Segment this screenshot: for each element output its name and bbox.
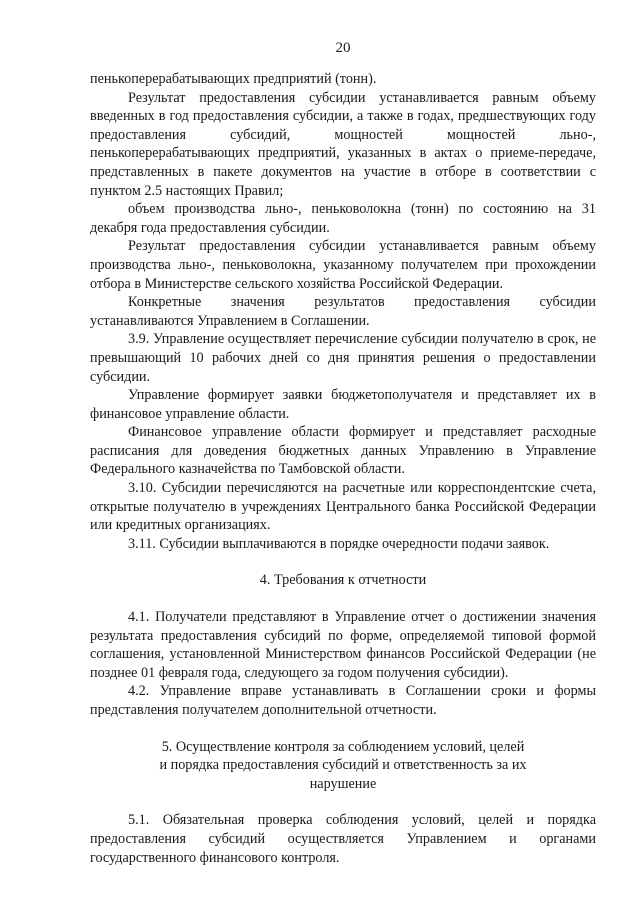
paragraph: Результат предоставления субсидии устанавливается равным объему производства льно-, пеньковолокна, указанному получателем при прохождении отбора в Министерстве сельского хозяйства Российской Федерации. [90, 238, 596, 292]
paragraph: Финансовое управление области формирует и представляет расходные расписания для доведения бюджетных данных Управлению в Управление Федерального казначейства по Тамбовской области. [90, 424, 596, 478]
section-heading-line: и порядка предоставления субсидий и ответственность за их [159, 757, 527, 774]
section-heading-line: 5. Осуществление контроля за соблюдением условий, целей [161, 738, 525, 755]
page-number: 20 [335, 40, 351, 56]
paragraph: 4.2. Управление вправе устанавливать в Соглашении сроки и формы представления получателем дополнительной отчетности. [90, 683, 596, 718]
document-body [90, 70, 596, 867]
paragraph: объем производства льно-, пеньковолокна (тонн) по состоянию на 31 декабря года предоставления субсидии. [90, 201, 596, 236]
paragraph: Управление формирует заявки бюджетополучателя и представляет их в финансовое управление области. [90, 387, 596, 422]
section-heading: 4. Требования к отчетности [259, 572, 427, 589]
paragraph: Конкретные значения результатов предоставления субсидии устанавливаются Управлением в Соглашении. [90, 294, 596, 329]
paragraph: Результат предоставления субсидии устанавливается равным объему введенных в год предоставления субсидии, а также в годах, предшествующих году предоставления субсидий, мощностей мощностей льно-, пенькоперерабатывающих предприятий, указанных в актах о приеме-передаче, представленных в пакете документов на участие в отборе в соответствии с пунктом 2.5 настоящих Правил; [90, 89, 596, 199]
paragraph: 3.11. Субсидии выплачиваются в порядке очередности подачи заявок. [128, 535, 550, 552]
paragraph: 3.9. Управление осуществляет перечисление субсидии получателю в срок, не превышающий 10 рабочих дней со дня принятия решения о предоставлении субсидии. [90, 331, 596, 385]
paragraph: 3.10. Субсидии перечисляются на расчетные или корреспондентские счета, открытые получателю в учреждениях Центрального банка Российской Федерации или кредитных организациях. [90, 480, 596, 534]
paragraph: пенькоперерабатывающих предприятий (тонн). [90, 71, 377, 87]
paragraph: 4.1. Получатели представляют в Управление отчет о достижении значения результата предоставления субсидий по форме, определяемой типовой формой соглашения, установленной Министерством финансов Российской Федерации (не позднее 01 февраля года, следующего за годом получения субсидии). [90, 609, 596, 681]
section-heading-line: нарушение [309, 775, 377, 792]
paragraph: 5.1. Обязательная проверка соблюдения условий, целей и порядка предоставления субсидий осуществляется Управлением и органами государственного финансового контроля. [90, 812, 596, 866]
